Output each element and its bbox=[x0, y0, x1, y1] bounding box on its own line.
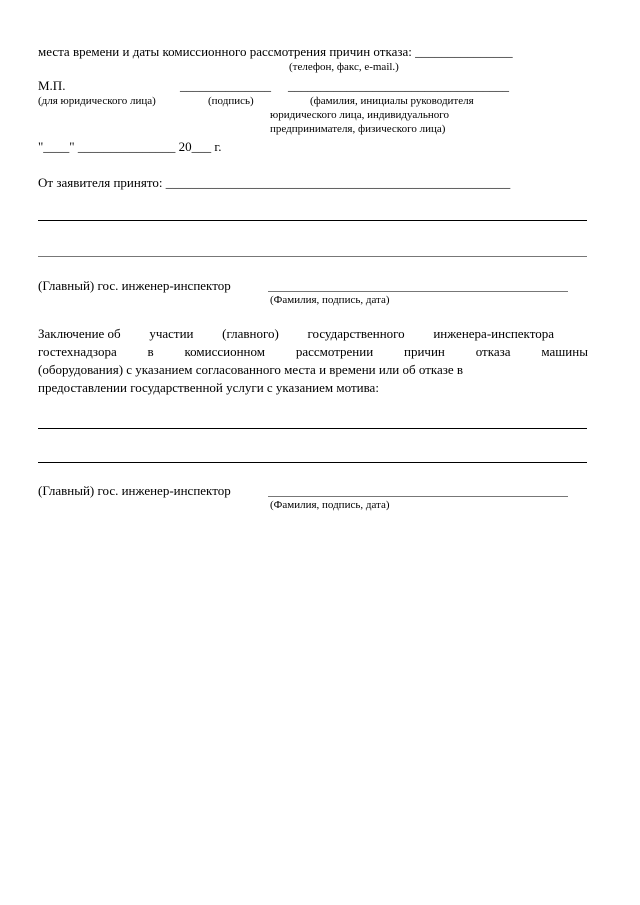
signature-blank[interactable]: ______________ bbox=[180, 78, 271, 93]
inspector-signature-line-1[interactable] bbox=[268, 291, 568, 292]
conclusion-line-4: предоставлении государственной услуги с указанием мотива: bbox=[38, 380, 379, 395]
name-caption-2: юридического лица, индивидуального bbox=[270, 109, 449, 121]
blank-line-2[interactable] bbox=[38, 256, 587, 257]
conclusion-line-2: гостехнадзора в комиссионном рассмотрении причин отказа машины bbox=[38, 344, 588, 359]
inspector-caption-2: (Фамилия, подпись, дата) bbox=[270, 499, 390, 511]
blank-line-3[interactable] bbox=[38, 428, 587, 429]
inspector-signature-line-2[interactable] bbox=[268, 496, 568, 497]
stamp-place-label: М.П. bbox=[38, 78, 66, 93]
objection-line: места времени и даты комиссионного рассмотрения причин отказа: _______________ bbox=[38, 44, 513, 59]
inspector-label-1: (Главный) гос. инженер-инспектор bbox=[38, 278, 231, 293]
blank-line-4[interactable] bbox=[38, 462, 587, 463]
signature-caption: (подпись) bbox=[208, 95, 254, 107]
inspector-label-2: (Главный) гос. инженер-инспектор bbox=[38, 483, 231, 498]
conclusion-line-3: (оборудования) с указанием согласованного места и времени или об отказе в bbox=[38, 362, 464, 377]
legal-entity-caption: (для юридического лица) bbox=[38, 95, 156, 107]
name-caption-1: (фамилия, инициалы руководителя bbox=[310, 95, 474, 107]
date-line[interactable]: "____" _______________ 20___ г. bbox=[38, 139, 222, 154]
conclusion-line-1: Заключение об участии (главного) государственного инженера-инспектора bbox=[38, 326, 554, 341]
received-from-applicant[interactable]: От заявителя принято: _____________________________________________________ bbox=[38, 175, 511, 190]
contact-caption: (телефон, факс, e-mail.) bbox=[289, 61, 399, 73]
name-blank[interactable]: __________________________________ bbox=[288, 78, 509, 93]
blank-line-1[interactable] bbox=[38, 220, 587, 221]
name-caption-3: предпринимателя, физического лица) bbox=[270, 123, 446, 135]
inspector-caption-1: (Фамилия, подпись, дата) bbox=[270, 294, 390, 306]
